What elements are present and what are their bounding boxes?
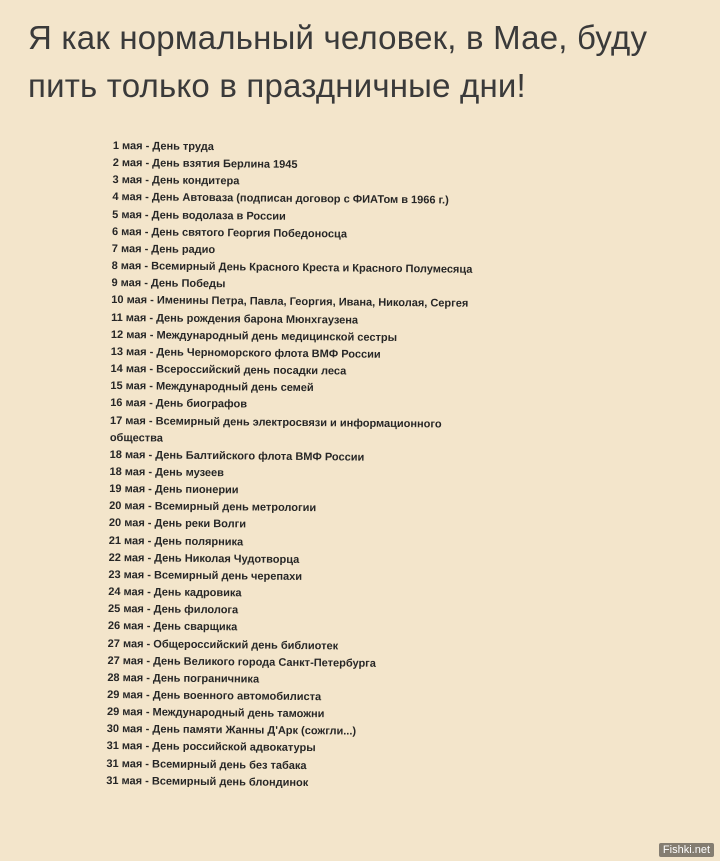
- list-item: 20 мая - Всемирный день метрологии: [109, 500, 317, 515]
- list-item: 7 мая - День радио: [111, 242, 216, 257]
- list-item: 28 мая - День пограничника: [107, 671, 260, 686]
- list-item: 23 мая - Всемирный день черепахи: [108, 568, 303, 583]
- list-item: 5 мая - День водолаза в России: [112, 208, 286, 223]
- headline-line-2: пить только в праздничные дни!: [28, 67, 526, 104]
- list-item: 8 мая - Всемирный День Красного Креста и Красного Полумесяца: [111, 260, 473, 276]
- list-item: 19 мая - День пионерии: [109, 483, 239, 497]
- list-item: 31 мая - Всемирный день блондинок: [106, 774, 309, 789]
- list-item: 6 мая - День святого Георгия Победоносца: [111, 225, 348, 241]
- list-item: 3 мая - День кондитера: [112, 174, 240, 188]
- list-item: 17 мая - Всемирный день электросвязи и информационного: [109, 414, 442, 430]
- list-item: 10 мая - Именины Петра, Павла, Георгия, Ивана, Николая, Сергея: [111, 294, 469, 311]
- headline: [28, 14, 698, 110]
- list-item: 9 мая - День Победы: [111, 277, 226, 291]
- list-item: 12 мая - Международный день медицинской сестры: [110, 328, 398, 344]
- holiday-list: [106, 138, 633, 795]
- list-item: 31 мая - День российской адвокатуры: [106, 740, 316, 755]
- list-item: 29 мая - День военного автомобилиста: [107, 688, 322, 704]
- list-item: 4 мая - День Автоваза (подписан договор с ФИАТом в 1966 г.): [112, 191, 449, 207]
- site-watermark: Fishki.net: [659, 843, 714, 857]
- headline-line-1: Я как нормальный человек, в Мае, буду: [28, 19, 648, 56]
- list-item: общества: [109, 431, 163, 445]
- list-item: 15 мая - Международный день семей: [110, 380, 314, 395]
- list-item: 29 мая - Международный день таможни: [106, 706, 325, 721]
- list-item: 13 мая - День Черноморского флота ВМФ России: [110, 345, 381, 361]
- list-item: 2 мая - День взятия Берлина 1945: [112, 157, 298, 172]
- list-item: 18 мая - День Балтийского флота ВМФ России: [109, 448, 365, 464]
- list-item: 1 мая - День труда: [112, 139, 214, 154]
- list-item: 25 мая - День филолога: [108, 603, 239, 617]
- list-item: 27 мая - День Великого города Санкт-Петербурга: [107, 654, 376, 670]
- list-item: 20 мая - День реки Волги: [108, 517, 247, 531]
- list-item: 16 мая - День биографов: [110, 397, 248, 411]
- list-item: 24 мая - День кадровика: [108, 586, 242, 600]
- list-item: 11 мая - День рождения барона Мюнхгаузена: [111, 311, 359, 327]
- list-item: 26 мая - День сварщика: [107, 620, 238, 634]
- list-item: 14 мая - Всероссийский день посадки леса: [110, 363, 347, 378]
- list-item: 18 мая - День музеев: [109, 465, 224, 480]
- list-item: 27 мая - Общероссийский день библиотек: [107, 637, 339, 652]
- list-item: 21 мая - День полярника: [108, 534, 244, 548]
- list-item: 30 мая - День памяти Жанны Д'Арк (сожгли...): [106, 723, 357, 738]
- list-item: 22 мая - День Николая Чудотворца: [108, 551, 300, 566]
- list-item: 31 мая - Всемирный день без табака: [106, 757, 307, 772]
